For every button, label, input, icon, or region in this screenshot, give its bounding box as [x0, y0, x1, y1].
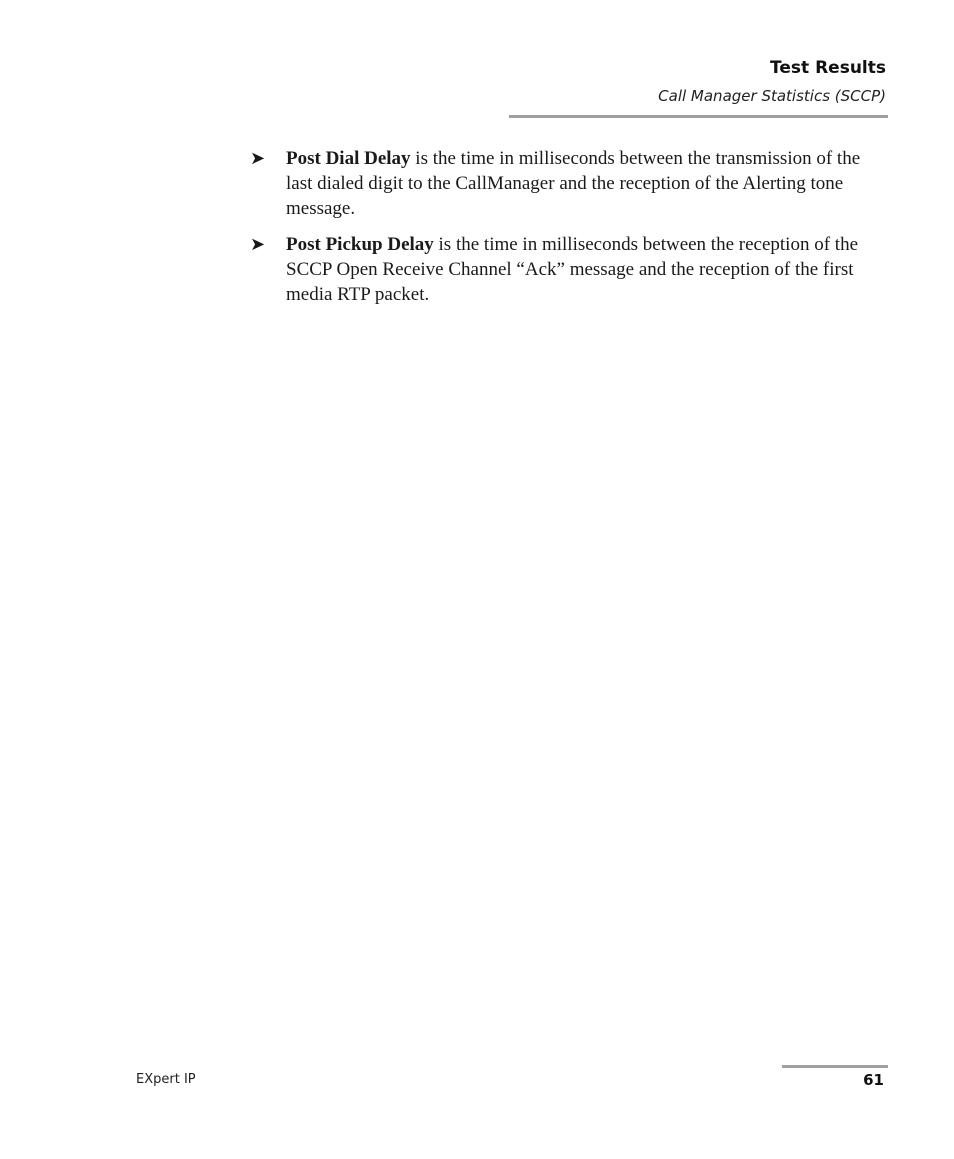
bullet-post-pickup-delay: [250, 232, 890, 307]
running-header: [658, 56, 886, 107]
section-title: Call Manager Statistics (SCCP): [658, 87, 886, 105]
footer-product-name: EXpert IP: [136, 1072, 196, 1087]
chapter-title: Test Results: [770, 58, 886, 78]
bullet-post-dial-delay: [250, 146, 890, 221]
footer-rule: [782, 1065, 888, 1068]
arrowhead-bullet-icon: ➤: [250, 234, 266, 255]
main-content: [250, 146, 890, 318]
bullet-text: is the time in milliseconds between the transmission of the last dialed digit to the CallManager and the reception of the Alerting tone message.: [286, 148, 861, 219]
header-rule: [509, 115, 888, 118]
bullet-text: is the time in milliseconds between the reception of the SCCP Open Receive Channel “Ack” message and the reception of the first media RTP packet.: [286, 234, 858, 305]
bullet-term: Post Pickup Delay: [286, 234, 434, 255]
bullet-term: Post Dial Delay: [286, 148, 411, 169]
arrowhead-bullet-icon: ➤: [250, 148, 266, 169]
page-number: 61: [863, 1071, 884, 1089]
